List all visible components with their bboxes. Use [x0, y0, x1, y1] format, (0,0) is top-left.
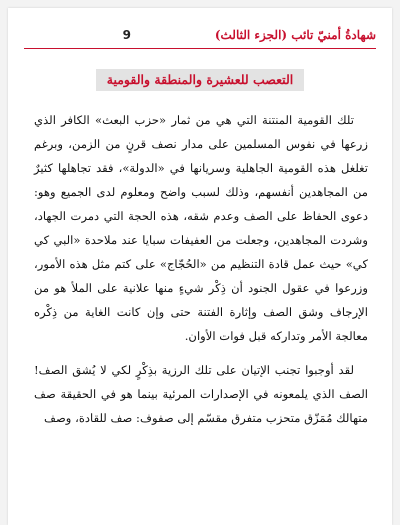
section-heading: التعصب للعشيرة والمنطقة والقومية — [96, 69, 304, 91]
header-divider — [24, 48, 376, 49]
paragraph: لقد أوجبوا تجنب الإتيان على تلك الرزية بذِكْرٍ لكي لا يُشق الصف! الصف الذي يلمعونه في الإصدارات المرئية بينما هو في الحقيقة صف متهالك مُمَزّق متحزب متفرق مقسّم إلى صفوف: صف للقادة، وصف — [34, 363, 368, 425]
header-title: شهادةُ أمنيّ تائب (الجزء الثالث) — [214, 28, 376, 42]
paragraph: تلك القومية المنتنة التي هي من ثمار «حزب البعث» الكافر الذي زرعها في نفوس المسلمين على مدار نصف قرنٍ من الزمن، وبرغم تغلغل هذه القومية الجاهلية وسريانها في «الدولة»، فقد تجاهلها كثيرٌ من المجاهدين أنفسهم، وذلك لسبب واضح ومعلوم لدى الجميع وهو: دعوى الحفاظ على الصف وعدم شقه، هذه الحجة التي دمرت الجهاد، وشردت المجاهدين، وجعلت من العفيفات سبايا عند ملاحدة «البي كي كي» حيث عمل قادة التنظيم من «الحُجّاج» على كتم مثل هذه الأمور، وزرعوا في عقول الجنود أن ذِكْر شيءٍ منها علانية على الملأ هو من الإرجاف وشق الصف وإثارة الفتنة حتى وإن كانت الغاية من ذِكْره معالجة الأمر وتداركه قبل فوات الأوان. — [34, 113, 368, 343]
body-text — [34, 108, 368, 430]
document-page — [8, 8, 392, 525]
running-header — [24, 28, 376, 44]
page-number: 9 — [122, 28, 131, 42]
